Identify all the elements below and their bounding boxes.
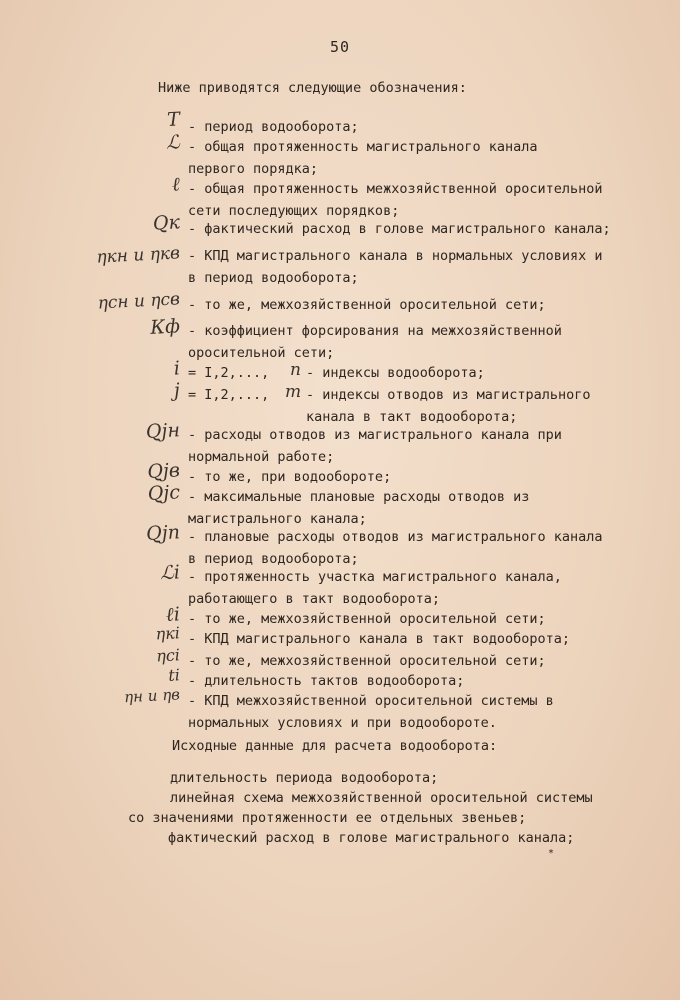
- source-item: линейная схема межхозяйственной оросительной системы: [170, 790, 593, 806]
- symbol-n: n: [290, 360, 301, 380]
- definition-text: - общая протяженность межхозяйственной оросительной сети последующих порядков;: [188, 181, 603, 219]
- symbol-j: j: [173, 379, 181, 402]
- definition-text: - протяженность участка магистрального канала, работающего в такт водооборота;: [188, 569, 562, 607]
- symbol-Qjc: Qjc: [147, 481, 181, 505]
- symbol-Qjp: Qjп: [145, 521, 181, 546]
- definition-text: - фактический расход в голове магистрального канала;: [188, 221, 611, 237]
- index-range: = I,2,...,: [188, 387, 270, 403]
- symbol-m: m: [285, 382, 302, 402]
- symbol-eta-n-v: ηн и ηв: [123, 685, 181, 707]
- definition-text: - КПД межхозяйственной оросительной системы в нормальных условиях и при водообороте.: [188, 693, 554, 731]
- symbol-Li: ℒi: [159, 561, 181, 585]
- source-item: длительность периода водооборота;: [170, 770, 439, 786]
- definition-text: - то же, межхозяйственной оросительной сети;: [188, 611, 546, 627]
- symbol-T: T: [166, 108, 181, 131]
- symbol-l: ℓ: [171, 173, 181, 196]
- definition-text: - то же, межхозяйственной оросительной сети;: [188, 653, 546, 669]
- symbol-Qjn: Qjн: [145, 419, 181, 444]
- definition-text: - общая протяженность магистрального канала первого порядка;: [188, 139, 538, 177]
- symbol-i: i: [173, 357, 181, 380]
- symbol-eta-ki: ηкi: [155, 623, 181, 644]
- symbol-Qjv: Qjв: [146, 459, 181, 483]
- symbol-eta-k: ηкн и ηкв: [95, 243, 181, 268]
- definition-text: - коэффициент форсирования на межхозяйственной оросительной сети;: [188, 323, 562, 361]
- symbol-eta-c: ηсн и ηсв: [97, 289, 181, 314]
- index-range: = I,2,...,: [188, 365, 270, 381]
- symbol-ti: ti: [167, 665, 181, 685]
- source-item: фактический расход в голове магистрального канала;: [168, 830, 575, 846]
- definition-text: - КПД магистрального канала в такт водооборота;: [188, 631, 571, 647]
- symbol-eta-ci: ηсi: [155, 645, 181, 666]
- definition-text: - расходы отводов из магистрального канала при нормальной работе;: [188, 427, 562, 465]
- definition-text: - максимальные плановые расходы отводов из магистрального канала;: [188, 489, 530, 527]
- source-data-heading: Исходные данные для расчета водооборота:: [172, 738, 498, 754]
- definition-text: - то же, межхозяйственной оросительной сети;: [188, 297, 546, 313]
- index-description: - индексы отводов из магистрального канала в такт водооборота;: [306, 387, 591, 425]
- symbol-Qk: Qк: [152, 211, 181, 235]
- intro-text: Ниже приводятся следующие обозначения:: [158, 80, 467, 96]
- definition-text: - период водооборота;: [188, 119, 359, 135]
- definition-text: - КПД магистрального канала в нормальных условиях и в период водооборота;: [188, 248, 603, 286]
- page-number: 50: [329, 38, 351, 56]
- ink-mark: *: [548, 848, 555, 859]
- symbol-Kf: Кф: [149, 315, 181, 339]
- symbol-li: ℓi: [165, 603, 181, 627]
- source-item: со значениями протяженности ее отдельных звеньев;: [128, 810, 527, 826]
- definition-text: - длительность тактов водооборота;: [188, 673, 465, 689]
- index-description: - индексы водооборота;: [306, 365, 485, 381]
- definition-text: - то же, при водообороте;: [188, 469, 392, 485]
- symbol-L: ℒ: [165, 131, 181, 154]
- definition-text: - плановые расходы отводов из магистрального канала в период водооборота;: [188, 529, 603, 567]
